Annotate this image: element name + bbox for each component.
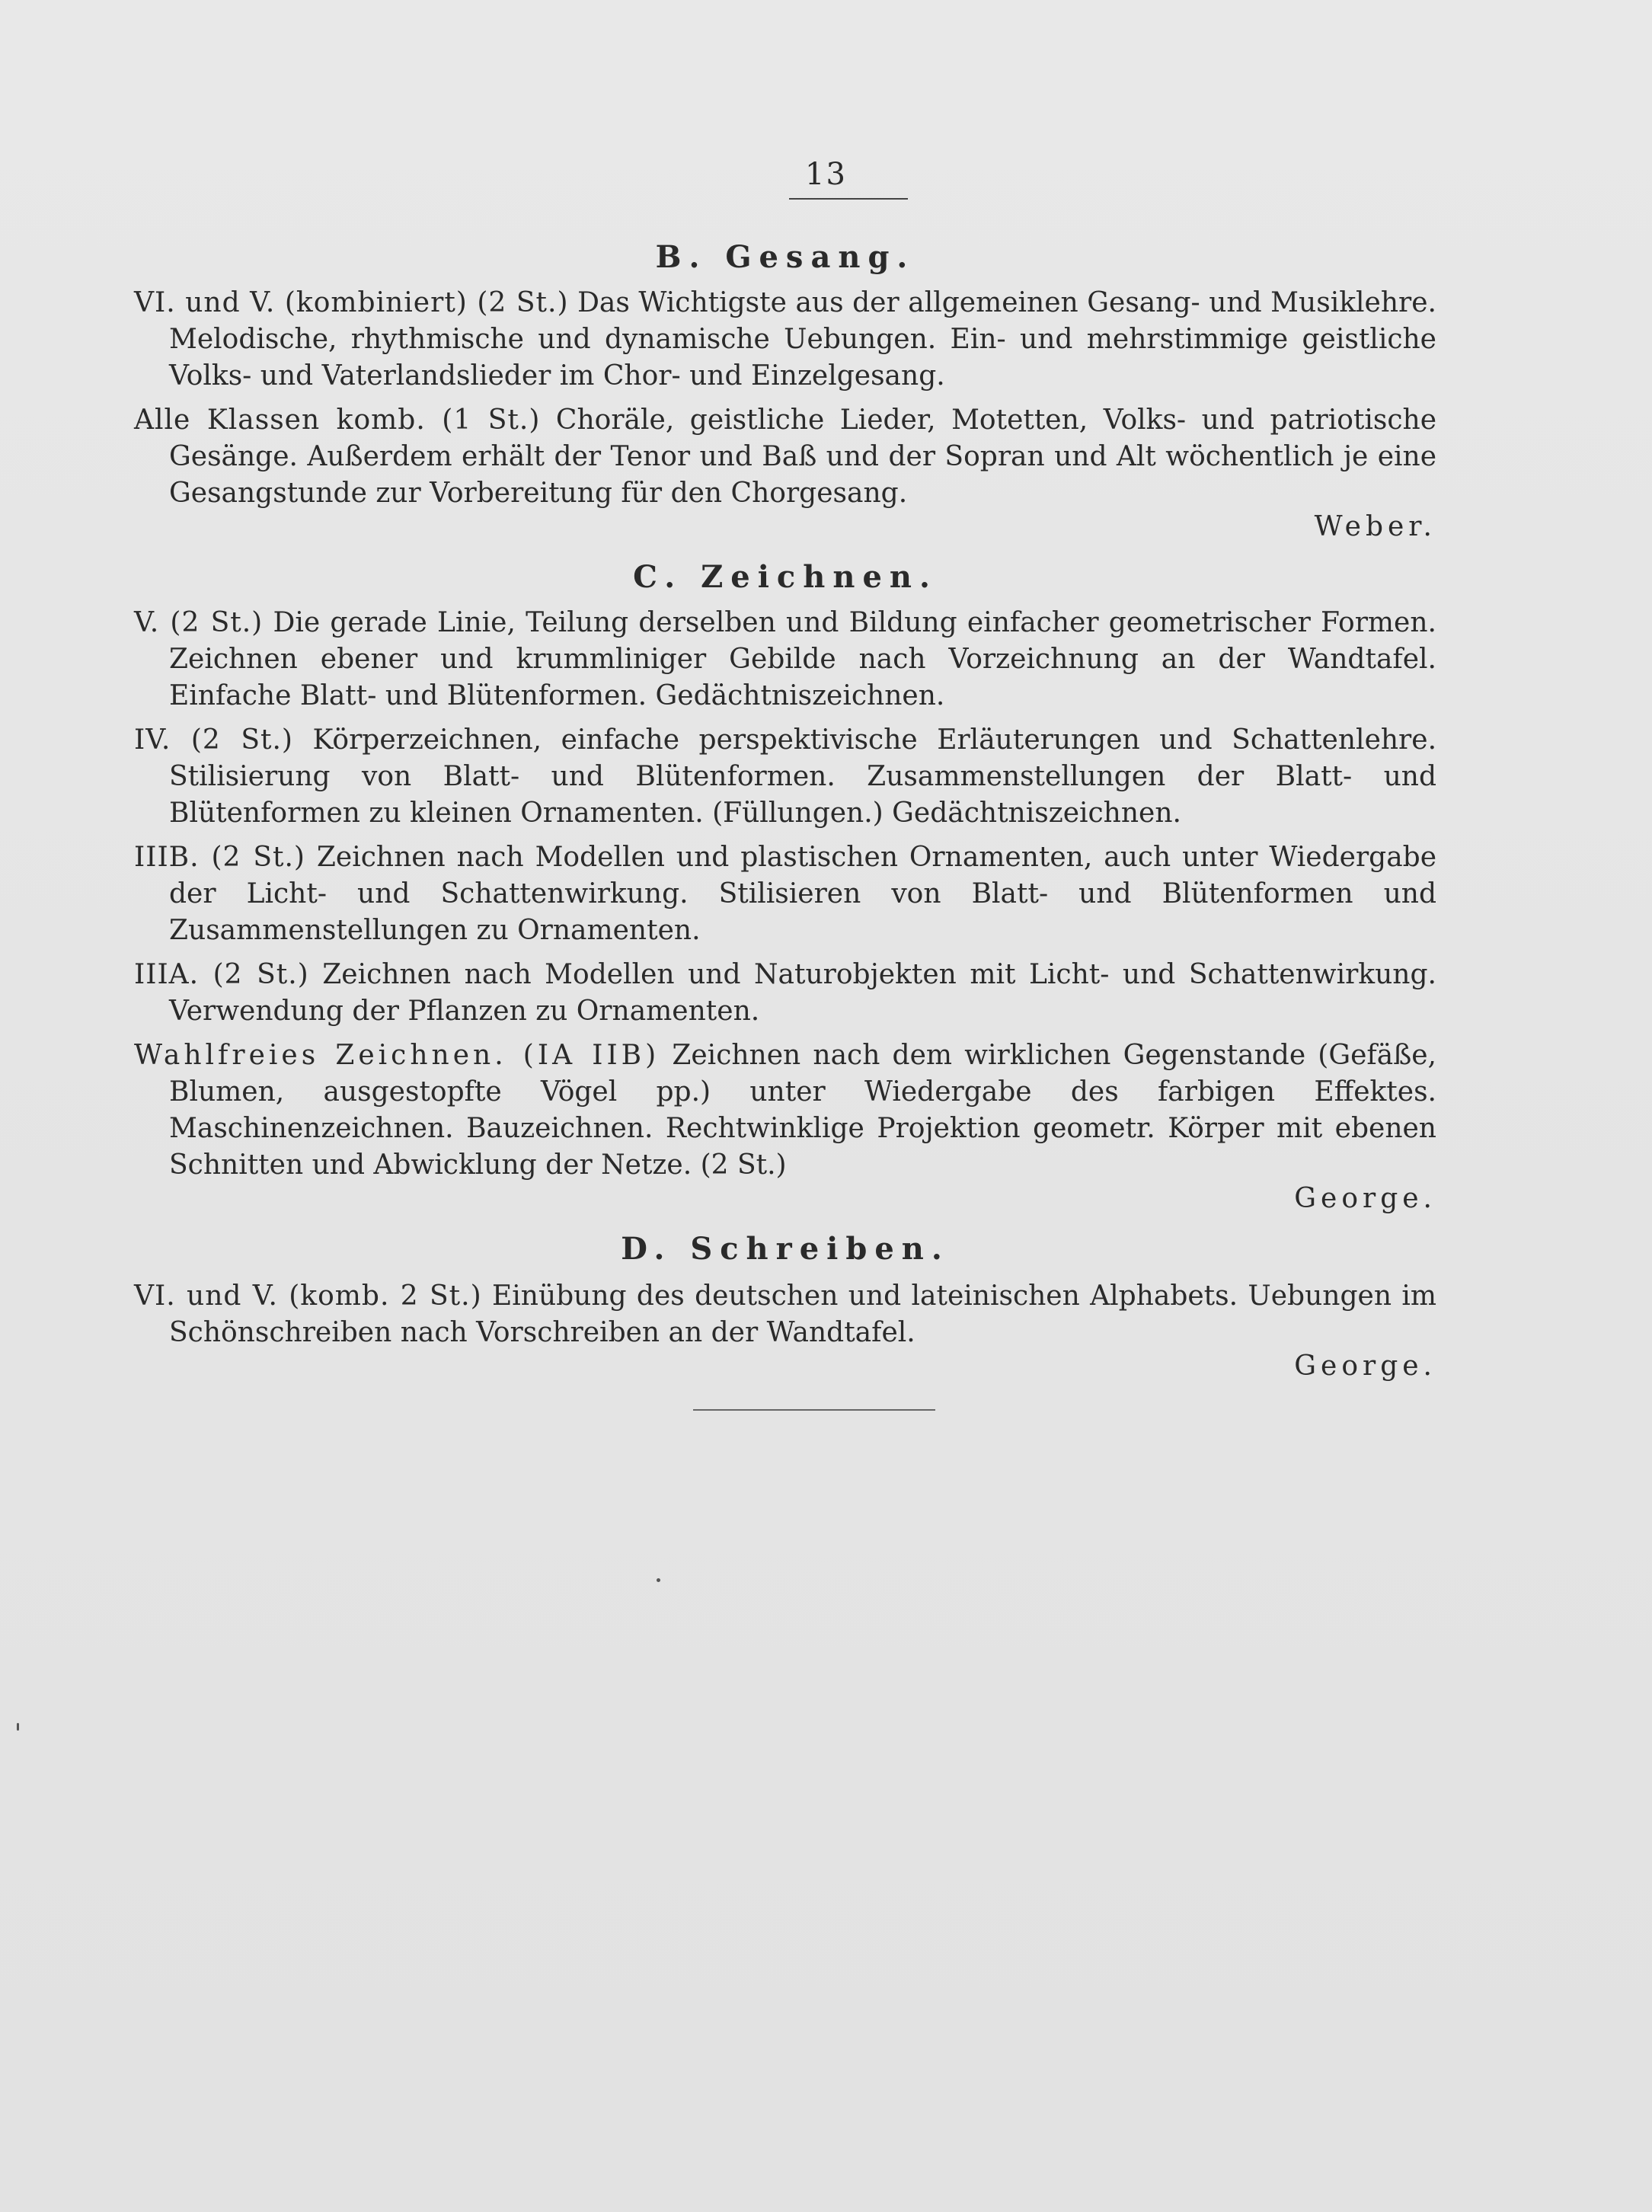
zeichnen-entry-4 — [134, 957, 1436, 1030]
schreiben-entry-1 — [134, 1278, 1436, 1351]
entry-text: Körperzeichnen, einfache perspektivische Erläuterungen und Schattenlehre. Stilisierung von Blatt- und Blütenformen. Zusammenstellungen der Blatt- und Blütenformen zu kleinen Ornamenten. (Füllungen.) Gedächtniszeichnen. — [169, 724, 1437, 829]
entry-lead: V. (2 St.) — [134, 607, 264, 638]
header-rule — [789, 198, 908, 200]
zeichnen-entry-1 — [134, 605, 1436, 714]
section-heading-zeichnen: C. Zeichnen. — [633, 559, 938, 595]
section-schreiben — [134, 1226, 1436, 1385]
gesang-entry-1 — [134, 285, 1436, 395]
page-number: 13 — [805, 157, 847, 192]
section-heading-gesang: B. Gesang. — [655, 239, 915, 275]
entry-text: Zeichnen nach dem wirklichen Gegenstande (Gefäße, Blumen, ausgestopfte Vögel pp.) unter Wiedergabe des farbigen Effektes. Maschinenzeichnen. Bauzeichnen. Rechtwinklige Projektion geometr. Körper mit ebenen Schnitten und Abwicklung der Netze. (2 St.) — [169, 1040, 1436, 1181]
page-content — [134, 229, 1436, 1388]
entry-text: Einübung des deutschen und lateinischen Alphabets. Uebungen im Schönschreiben nach Vorschreiben an der Wandtafel. — [169, 1280, 1436, 1348]
gesang-entry-2 — [134, 402, 1436, 512]
speck-mark — [657, 1578, 660, 1582]
entry-text: Das Wichtigste aus der allgemeinen Gesang- und Musiklehre. Melodische, rhythmische und dynamische Uebungen. Ein- und mehrstimmige geistliche Volks- und Vaterlandslieder im Chor- und Einzelgesang. — [169, 287, 1436, 392]
entry-text: Choräle, geistliche Lieder, Motetten, Volks- und patriotische Gesänge. Außerdem erhält der Tenor und Baß und der Sopran und Alt wöchentlich je eine Gesangstunde zur Vorbereitung für den Chorgesang. — [169, 404, 1437, 509]
entry-lead: IV. (2 St.) — [134, 724, 293, 756]
zeichnen-entry-3 — [134, 839, 1436, 949]
teacher-name-gesang: Weber. — [1314, 511, 1436, 542]
entry-lead: Wahlfreies Zeichnen. (IA IIB) — [134, 1040, 660, 1071]
zeichnen-entry-5 — [134, 1037, 1436, 1184]
zeichnen-entry-2 — [134, 722, 1436, 832]
teacher-name-zeichnen: George. — [1294, 1183, 1436, 1214]
entry-lead: IIIA. (2 St.) — [134, 959, 309, 990]
entry-text: Zeichnen nach Modellen und Naturobjekten mit Licht- und Schattenwirkung. Verwendung der Pflanzen zu Ornamenten. — [169, 959, 1436, 1027]
entry-lead: IIIB. (2 St.) — [134, 842, 305, 873]
closing-rule — [693, 1409, 935, 1411]
entry-lead: VI. und V. (kombiniert) (2 St.) — [134, 287, 569, 318]
section-zeichnen — [134, 555, 1436, 1217]
teacher-name-schreiben: George. — [1294, 1351, 1436, 1382]
entry-text: Die gerade Linie, Teilung derselben und Bildung einfacher geometrischer Formen. Zeichnen ebener und krummliniger Gebilde nach Vorzeichnung an der Wandtafel. Einfache Blatt- und Blütenformen. Gedächtniszeichnen. — [169, 607, 1436, 711]
entry-lead: Alle Klassen komb. (1 St.) — [134, 404, 541, 436]
section-gesang — [134, 235, 1436, 545]
speck-mark — [17, 1723, 19, 1731]
entry-text: Zeichnen nach Modellen und plastischen Ornamenten, auch unter Wiedergabe der Licht- und Schattenwirkung. Stilisieren von Blatt- und Blütenformen und Zusammenstellungen zu Ornamenten. — [169, 842, 1437, 946]
entry-lead: VI. und V. (komb. 2 St.) — [134, 1280, 482, 1312]
section-heading-schreiben: D. Schreiben. — [621, 1231, 950, 1267]
